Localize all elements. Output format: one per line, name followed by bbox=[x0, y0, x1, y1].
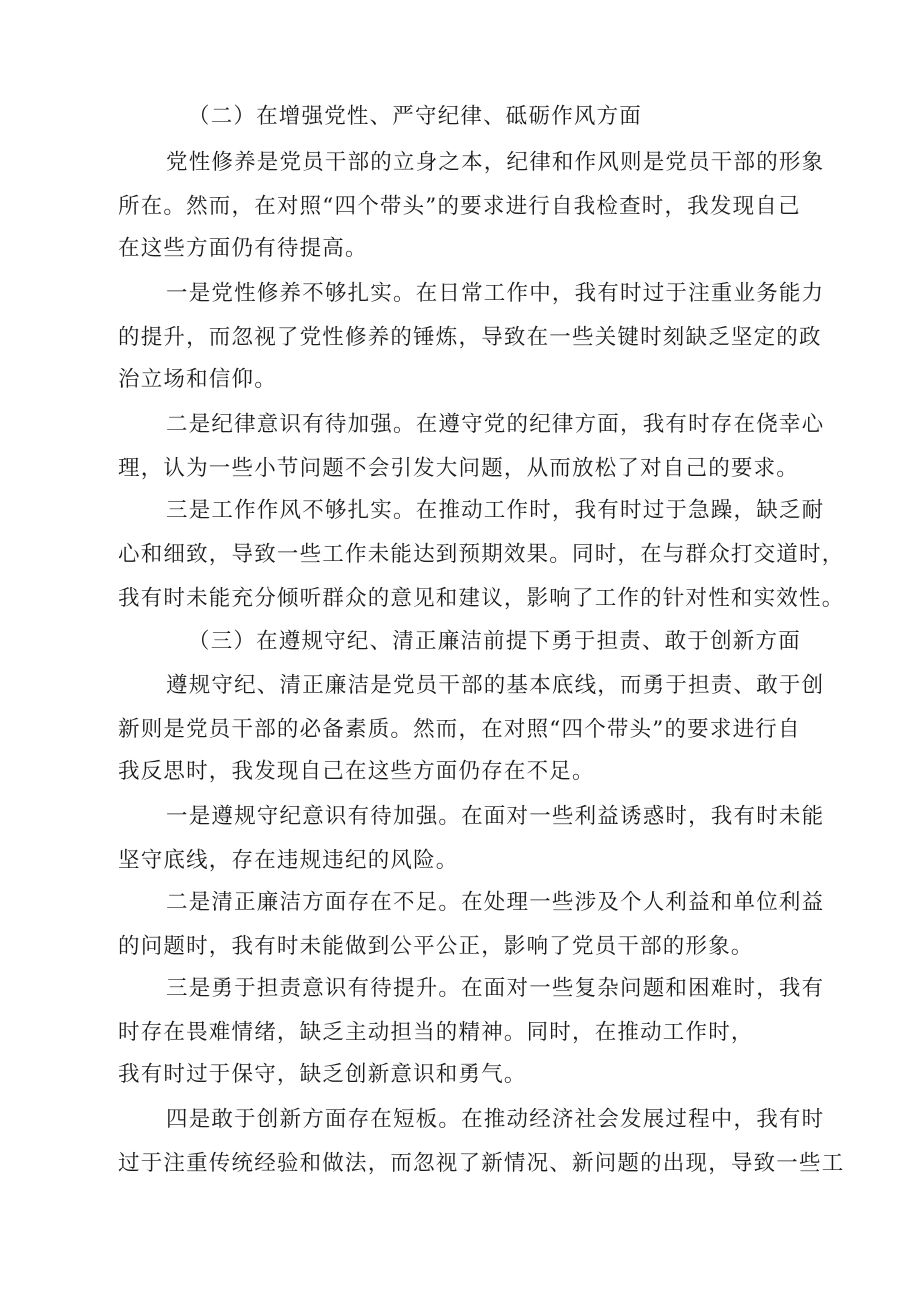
paragraph-line: 遵规守纪、清正廉洁是党员干部的基本底线，而勇于担责、敢于创 bbox=[166, 673, 825, 698]
paragraph-line: 二是清正廉洁方面存在不足。在处理一些涉及个人利益和单位利益 bbox=[166, 890, 825, 915]
paragraph-line: 的问题时，我有时未能做到公平公正，影响了党员干部的形象。 bbox=[118, 934, 754, 959]
paragraph-line: 理，认为一些小节问题不会引发大问题，从而放松了对自己的要求。 bbox=[118, 456, 800, 481]
paragraph-line: 我反思时，我发现自己在这些方面仍存在不足。 bbox=[118, 759, 595, 784]
paragraph-line: 心和细致，导致一些工作未能达到预期效果。同时，在与群众打交道时， bbox=[118, 542, 845, 567]
paragraph-line: 所在。然而，在对照“四个带头”的要求进行自我检查时，我发现自己 bbox=[118, 194, 801, 219]
paragraph-line: 我有时过于保守，缺乏创新意识和勇气。 bbox=[118, 1062, 527, 1087]
paragraph-line: 的提升，而忽视了党性修养的锤炼，导致在一些关键时刻缺乏坚定的政 bbox=[118, 325, 822, 350]
paragraph-line: 新则是党员干部的必备素质。然而，在对照“四个带头”的要求进行自 bbox=[118, 717, 801, 742]
paragraph-line: 二是纪律意识有待加强。在遵守党的纪律方面，我有时存在侥幸心 bbox=[166, 412, 825, 437]
paragraph-line: 时存在畏难情绪，缺乏主动担当的精神。同时，在推动工作时， bbox=[118, 1020, 754, 1045]
paragraph-line: 在这些方面仍有待提高。 bbox=[118, 236, 368, 261]
paragraph-line: 治立场和信仰。 bbox=[118, 367, 277, 392]
paragraph-line: 四是敢于创新方面存在短板。在推动经济社会发展过程中，我有时 bbox=[166, 1107, 825, 1132]
paragraph-line: 过于注重传统经验和做法，而忽视了新情况、新问题的出现，导致一些工 bbox=[118, 1151, 845, 1176]
paragraph-line: 三是勇于担责意识有待提升。在面对一些复杂问题和困难时，我有 bbox=[166, 976, 825, 1001]
paragraph-line: 一是遵规守纪意识有待加强。在面对一些利益诱惑时，我有时未能 bbox=[166, 804, 825, 829]
paragraph-line: 党性修养是党员干部的立身之本，纪律和作风则是党员干部的形象 bbox=[166, 150, 825, 175]
paragraph-line: 三是工作作风不够扎实。在推动工作时，我有时过于急躁，缺乏耐 bbox=[166, 498, 825, 523]
paragraph-line: 我有时未能充分倾听群众的意见和建议，影响了工作的针对性和实效性。 bbox=[118, 586, 845, 611]
paragraph-line: 坚守底线，存在违规违纪的风险。 bbox=[118, 848, 459, 873]
section-heading-3: （三）在遵规守纪、清正廉洁前提下勇于担责、敢于创新方面 bbox=[188, 629, 801, 654]
paragraph-line: 一是党性修养不够扎实。在日常工作中，我有时过于注重业务能力 bbox=[166, 281, 825, 306]
section-heading-2: （二）在增强党性、严守纪律、砥砺作风方面 bbox=[188, 104, 643, 129]
